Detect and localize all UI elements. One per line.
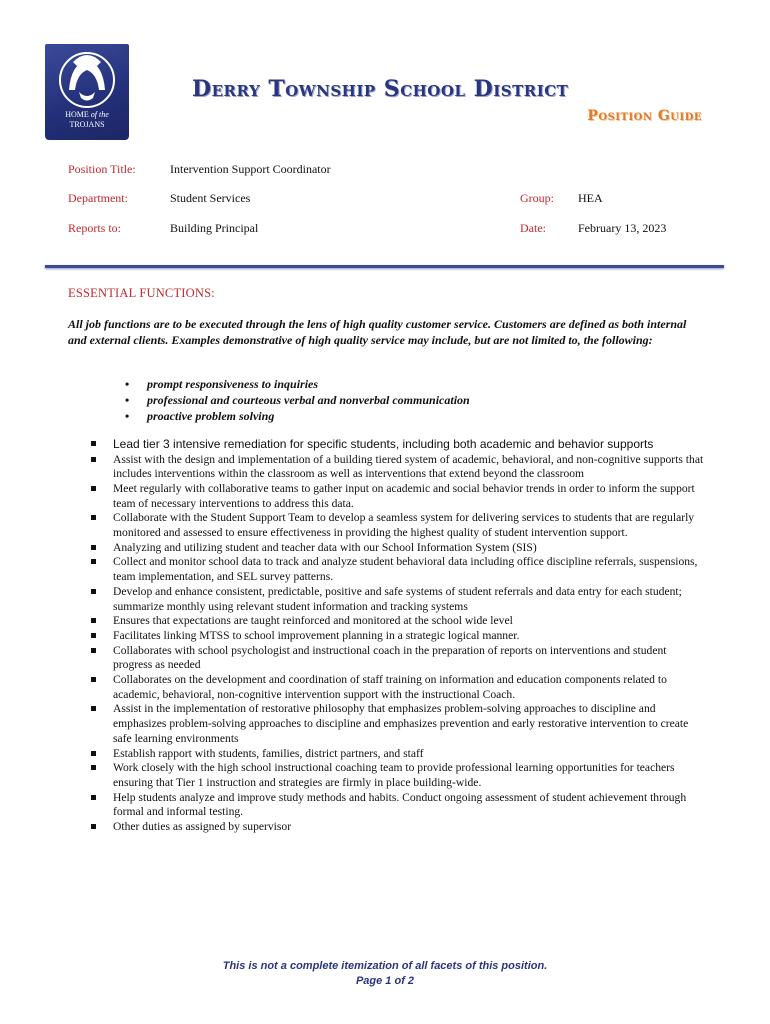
list-item: Facilitates linking MTSS to school improvement planning in a strategic logical manner. (88, 629, 708, 644)
reports-to-label: Reports to: (68, 221, 121, 235)
group-label: Group: (520, 191, 554, 205)
department-label: Department: (68, 191, 128, 205)
essential-functions-intro: All job functions are to be executed through the lens of high quality customer service. Customers are defined as both internal and external clients. Examples demonstrative of high quality service may include, but are not limited to, the following: (68, 317, 687, 347)
list-item: • prompt responsiveness to inquiries (123, 376, 470, 392)
essential-functions-heading: ESSENTIAL FUNCTIONS: (68, 286, 215, 300)
list-item: Meet regularly with collaborative teams to gather input on academic and social behavior trends in order to inform the support team of necessary interventions to address this data. (88, 482, 708, 511)
position-title-label: Position Title: (68, 162, 136, 176)
list-item: Assist with the design and implementation of a building tiered system of academic, behavioral, and non-cognitive supports that includes interventions within the classroom as well as interventions that extend beyond the classroom (88, 453, 708, 482)
logo-home-text: HOME (65, 110, 89, 119)
position-title-value: Intervention Support Coordinator (170, 162, 331, 176)
list-item: • proactive problem solving (123, 408, 470, 424)
list-item: • professional and courteous verbal and nonverbal communication (123, 392, 470, 408)
logo-trojans-text: TROJANS (69, 120, 105, 129)
list-item: Work closely with the high school instructional coaching team to provide professional learning opportunities for teachers ensuring that Tier 1 instruction and strategies are firmly in place building-wide. (88, 761, 708, 790)
list-item: Establish rapport with students, families, district partners, and staff (88, 747, 708, 762)
list-item: Collect and monitor school data to track and analyze student behavioral data including office discipline referrals, suspensions, team implementation, and SEL survey patterns. (88, 555, 708, 584)
list-item: Lead tier 3 intensive remediation for specific students, including both academic and behavior supports (88, 437, 708, 453)
list-item: Other duties as assigned by supervisor (88, 820, 708, 835)
district-logo (45, 44, 129, 140)
list-item: Ensures that expectations are taught reinforced and monitored at the school wide level (88, 614, 708, 629)
trojan-helmet-icon (55, 50, 119, 110)
service-examples-list (123, 376, 470, 424)
position-guide-title: Position Guide (587, 108, 702, 124)
page-number: Page 1 of 2 (355, 975, 415, 987)
district-title: Derry Township School District (192, 76, 569, 102)
date-value: February 13, 2023 (578, 221, 667, 235)
list-item: Collaborates with school psychologist and instructional coach in the preparation of reports on interventions and student progress as needed (88, 644, 708, 673)
logo-caption (45, 110, 129, 130)
duties-list (88, 437, 708, 835)
list-item: Develop and enhance consistent, predictable, positive and safe systems of student referrals and data entry for each student; summarize monthly using relevant student information and tracking systems (88, 585, 708, 614)
logo-of-the-text: of the (90, 110, 109, 119)
department-value: Student Services (170, 191, 251, 205)
group-value: HEA (578, 191, 603, 205)
reports-to-value: Building Principal (170, 221, 259, 235)
list-item: Assist in the implementation of restorative philosophy that emphasizes problem-solving approaches to discipline and emphasizes problem-solving approaches to discipline and emphasizes prevention and early restorative intervention to create safe learning environments (88, 702, 708, 746)
footer-disclaimer: This is not a complete itemization of all facets of this position. (222, 960, 548, 972)
date-label: Date: (520, 221, 546, 235)
header-divider (45, 265, 724, 268)
list-item: Collaborate with the Student Support Team to develop a seamless system for delivering services to students that are regularly monitored and assessed to ensure effectiveness in providing the highest quality of student intervention support. (88, 511, 708, 540)
list-item: Analyzing and utilizing student and teacher data with our School Information System (SIS) (88, 541, 708, 556)
list-item: Help students analyze and improve study methods and habits. Conduct ongoing assessment of student achievement through formal and informal testing. (88, 791, 708, 820)
list-item: Collaborates on the development and coordination of staff training on information and education components related to academic, behavioral, non-cognitive intervention support with the instructional Coach. (88, 673, 708, 702)
